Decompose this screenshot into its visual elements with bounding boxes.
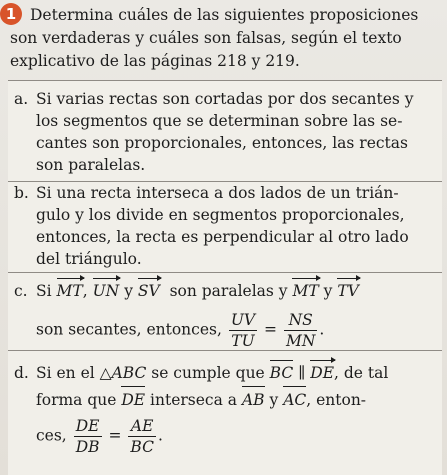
fraction-numerator: AE	[128, 416, 156, 437]
proposition-text: interseca a	[150, 391, 238, 409]
vector-tv: TV	[337, 278, 359, 304]
proposition-text: forma que	[36, 391, 117, 409]
proposition-line	[14, 310, 359, 351]
proposition-text: , enton-	[306, 391, 367, 409]
item-divider	[8, 272, 442, 273]
equals-sign: =	[264, 320, 278, 339]
segment-de: DE	[121, 386, 145, 414]
punctuation: ,	[82, 282, 88, 300]
proposition-line: cantes son proporcionales, entonces, las rectas	[36, 134, 408, 152]
vector-un: UN	[93, 278, 120, 304]
vector-sv: SV	[138, 278, 160, 304]
instructions-line: explicativo de las páginas 218 y 219.	[10, 52, 300, 70]
vector-de: DE	[310, 360, 334, 386]
proposition-text: y	[323, 282, 333, 300]
proposition-text: Si	[36, 282, 52, 300]
fraction-de-db	[74, 416, 102, 457]
fraction-ae-bc	[128, 416, 156, 457]
segment-ab: AB	[242, 386, 265, 414]
vector-mt-2: MT	[292, 278, 318, 304]
fraction-numerator: DE	[74, 416, 102, 437]
proposition-line: los segmentos que se determinan sobre las se-	[36, 112, 403, 130]
proposition-line	[14, 386, 388, 414]
proposition-line: entonces, la recta es perpendicular al otro lado	[36, 228, 409, 246]
proposition-text: son paralelas y	[169, 282, 288, 300]
proposition-line	[14, 416, 388, 457]
proposition-d	[14, 360, 388, 457]
exercise-instructions	[10, 4, 442, 73]
proposition-text: y	[269, 391, 279, 409]
item-letter: a.	[14, 90, 29, 108]
proposition-line	[14, 278, 359, 304]
vector-mt: MT	[57, 278, 83, 304]
proposition-text: ces,	[36, 426, 67, 445]
triangle-symbol: △	[99, 364, 112, 382]
proposition-line	[14, 88, 414, 110]
exercise-number-badge: 1	[0, 3, 22, 25]
item-letter: d.	[14, 364, 29, 382]
proposition-line: son paralelas.	[36, 156, 146, 174]
segment-ac: AC	[283, 386, 306, 414]
proposition-line	[14, 182, 409, 204]
instructions-line: son verdaderas y cuáles son falsas, según el texto	[10, 29, 402, 47]
fraction-uv-tu	[229, 310, 257, 351]
fraction-denominator: TU	[231, 332, 255, 350]
item-letter: c.	[14, 282, 28, 300]
proposition-line: del triángulo.	[36, 250, 142, 268]
instructions-line: Determina cuáles de las siguientes proposiciones	[30, 6, 419, 24]
proposition-text: y	[124, 282, 133, 300]
proposition-text: Si una recta interseca a dos lados de un trián-	[36, 184, 399, 202]
proposition-line: gulo y los divide en segmentos proporcionales,	[36, 206, 405, 224]
fraction-numerator: NS	[284, 310, 317, 331]
segment-bc: BC	[270, 360, 294, 386]
fraction-denominator: MN	[285, 332, 316, 350]
proposition-text: son secantes, entonces,	[36, 320, 222, 339]
fraction-denominator: BC	[130, 438, 154, 456]
parallel-symbol: ∥	[298, 364, 306, 382]
item-letter: b.	[14, 184, 29, 202]
proposition-c	[14, 278, 359, 351]
triangle-name: ABC	[111, 364, 147, 382]
proposition-line	[14, 360, 388, 386]
proposition-text: Si varias rectas son cortadas por dos secantes y	[36, 90, 414, 108]
proposition-a	[14, 88, 414, 176]
fraction-numerator: UV	[230, 311, 256, 329]
proposition-text: Si en el	[36, 364, 95, 382]
proposition-text: se cumple que	[151, 364, 265, 382]
fraction-ns-mn	[284, 310, 317, 351]
proposition-text: , de tal	[334, 364, 389, 382]
proposition-b	[14, 182, 409, 270]
punctuation: .	[157, 426, 163, 445]
punctuation: .	[319, 320, 325, 339]
fraction-denominator: DB	[75, 438, 100, 456]
equals-sign: =	[108, 426, 122, 445]
